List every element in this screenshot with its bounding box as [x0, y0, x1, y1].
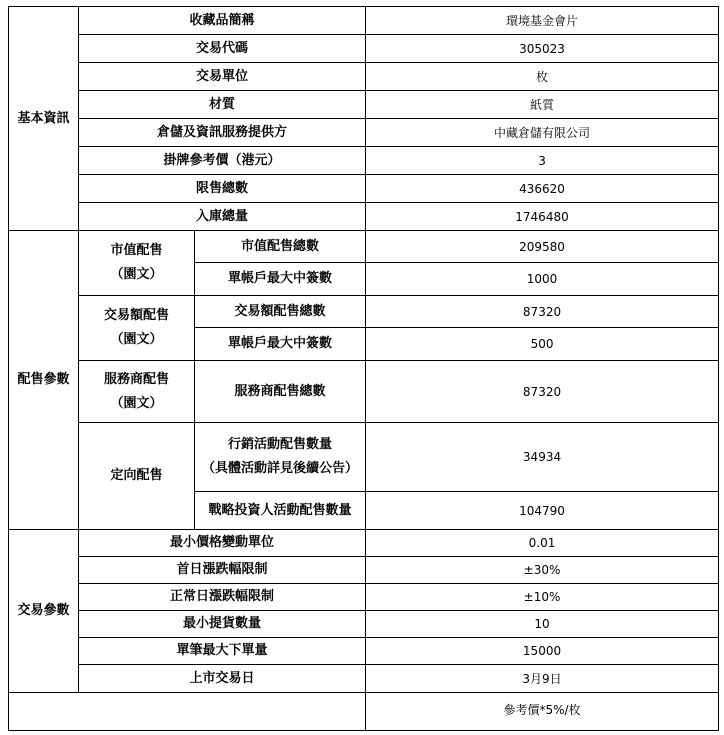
group-subtitle: （園文） — [110, 332, 163, 347]
basic-value: 枚 — [366, 63, 719, 91]
section-allocation: 配售參數 — [9, 231, 79, 530]
basic-value: 3 — [366, 147, 719, 175]
trading-value: ±10% — [366, 584, 719, 611]
trading-value: ±30% — [366, 557, 719, 584]
allocation-group-service — [79, 361, 195, 423]
basic-label: 倉儲及資訊服務提供方 — [79, 119, 366, 147]
trading-label: 首日漲跌幅限制 — [79, 557, 366, 584]
allocation-group-directed: 定向配售 — [79, 423, 195, 530]
trading-value: 15000 — [366, 638, 719, 665]
basic-label: 交易代碼 — [79, 35, 366, 63]
trading-value: 0.01 — [366, 530, 719, 557]
allocation-value: 34934 — [366, 423, 719, 492]
basic-label: 限售總數 — [79, 175, 366, 203]
trading-label: 最小價格變動單位 — [79, 530, 366, 557]
group-title: 交易額配售 — [103, 308, 169, 323]
group-title: 市值配售 — [110, 243, 163, 258]
allocation-label: 服務商配售總數 — [195, 361, 366, 423]
trading-label: 單筆最大下單量 — [79, 638, 366, 665]
section-trading: 交易參數 — [9, 530, 79, 693]
allocation-label: 交易額配售總數 — [195, 296, 366, 328]
group-subtitle: （園文） — [110, 395, 163, 411]
label-line: 行銷活動配售數量 — [228, 437, 333, 452]
basic-value: 中藏倉儲有限公司 — [366, 119, 719, 147]
allocation-value: 500 — [366, 328, 719, 361]
allocation-value: 87320 — [366, 361, 719, 423]
partial-value: 參考價*5%/枚 — [366, 693, 719, 731]
basic-value: 環境基金會片 — [366, 7, 719, 35]
allocation-value: 104790 — [366, 492, 719, 530]
basic-value: 1746480 — [366, 203, 719, 231]
section-basic: 基本資訊 — [9, 7, 79, 231]
allocation-label: 單帳戶最大中簽數 — [195, 328, 366, 361]
trading-label: 最小提貨數量 — [79, 611, 366, 638]
basic-label: 材質 — [79, 91, 366, 119]
allocation-label: 戰略投資人活動配售數量 — [195, 492, 366, 530]
trading-value: 3月9日 — [366, 665, 719, 693]
basic-value: 紙質 — [366, 91, 719, 119]
group-subtitle: （園文） — [110, 267, 163, 282]
allocation-label: 市值配售總數 — [195, 231, 366, 263]
allocation-label-multiline — [195, 423, 366, 492]
basic-label: 收藏品簡稱 — [79, 7, 366, 35]
trading-label: 上市交易日 — [79, 665, 366, 693]
basic-value: 436620 — [366, 175, 719, 203]
basic-label: 掛牌參考價（港元） — [79, 147, 366, 175]
collectible-parameters-table — [8, 6, 719, 731]
basic-value: 305023 — [366, 35, 719, 63]
partial-label-cell — [9, 693, 366, 731]
label-line: （具體活動詳見後續公告） — [202, 461, 359, 476]
trading-label: 正常日漲跌幅限制 — [79, 584, 366, 611]
allocation-value: 87320 — [366, 296, 719, 328]
allocation-label: 單帳戶最大中簽數 — [195, 263, 366, 296]
allocation-group-volume — [79, 296, 195, 361]
basic-label: 入庫總量 — [79, 203, 366, 231]
group-title: 服務商配售 — [103, 371, 169, 387]
trading-value: 10 — [366, 611, 719, 638]
allocation-group-market — [79, 231, 195, 296]
allocation-value: 1000 — [366, 263, 719, 296]
basic-label: 交易單位 — [79, 63, 366, 91]
allocation-value: 209580 — [366, 231, 719, 263]
